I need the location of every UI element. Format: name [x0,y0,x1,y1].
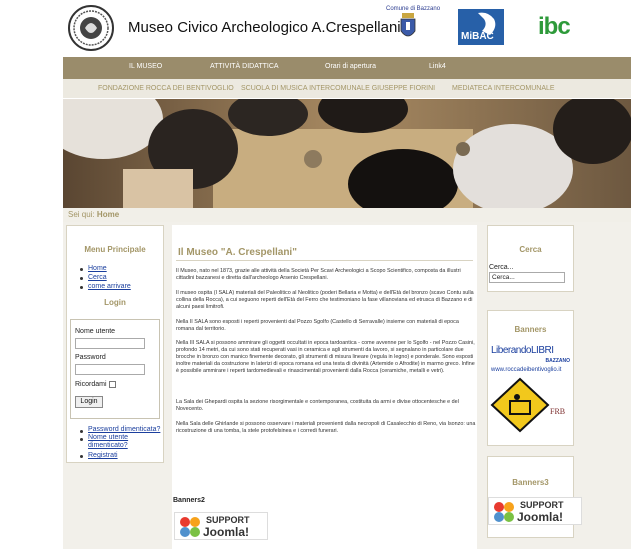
comune-label: Comune di Bazzano [386,6,441,12]
nav-scuola-musica[interactable]: SCUOLA DI MUSICA INTERCOMUNALE GIUSEPPE FIORINI [241,85,436,92]
bullet-icon [80,277,83,280]
paragraph-sala-2: Nella II SALA sono esposti i reperti provenienti dal Pozzo Sgolfo (Castello di Serravalle) insieme con materiali di epoca romana dal territorio. [176,319,459,332]
coat-of-arms-icon [398,12,418,42]
search-label: Cerca... [489,264,514,271]
site-header [0,0,640,56]
register-link[interactable]: Registrati [88,452,118,459]
password-field[interactable] [75,364,145,375]
paragraph-sala-ghirlande: Nella Sala delle Ghirlande si possono osservare i materiali provenienti dalla necropoli di Casalecchio di Reno, via Isonzo: una ricostruzione di una tomba, la stele protofelsinea e i corredi funerari. [176,421,476,434]
breadcrumb-home[interactable]: Home [96,210,120,219]
username-label: Nome utente [75,328,116,335]
rocca-url[interactable]: www.roccadeibentivoglio.it [491,367,562,373]
password-label: Password [75,354,106,361]
page-title: Il Museo "A. Crespellani" [178,247,297,258]
support-label: SUPPORT [520,500,564,510]
paragraph-sala-3: Nella III SALA si possono ammirare gli oggetti occultati in epoca tardoantica - come avvenne per lo Sgolfo - nel Pozzo Casini, profondo 14 metri, da cui sono stati recuperati vasi in ceramica e agli strumenti da lavoro, si segnalano in particolare due brocche in bronzo con manico finemente decorato, gli strumenti di misura lineare (regula in legno) e ponderale. Sono esposti inoltre materiali da costruzione in laterizi di epoca romana ed una testa di divinità (Artemide o Afrodite) in marmo greco. Infine è possibile ammirare i reperti tardomedievali e rinascimentali provenienti dalla Rocca (ceramiche, metalli e vetri). [176,340,475,374]
fbb-logo[interactable] [550,407,572,435]
left-sidebar [66,225,164,463]
login-title: Login [104,298,126,307]
children-workshop-photo [63,99,631,208]
menu-item-cerca[interactable]: Cerca [88,274,107,281]
bullet-icon [80,455,83,458]
forgot-password-link[interactable]: Password dimenticata? [88,426,161,433]
bullet-icon [80,286,83,289]
top-navigation [63,57,631,79]
forgot-username-link[interactable]: Nome utente dimenticato? [88,434,129,449]
breadcrumb-prefix: Sei qui: [68,210,95,219]
nav-link4[interactable]: Link4 [429,63,446,70]
joomla-label: Joomla! [517,510,564,524]
main-content [172,225,477,549]
liberando-label: LiberandoLIBRI [491,345,554,356]
liberando-libri-banner[interactable] [491,345,571,369]
bullet-icon [80,268,83,271]
username-field[interactable] [75,338,145,349]
search-input[interactable]: Cerca... [489,272,565,283]
banners3-title: Banners3 [512,478,549,487]
comune-logo[interactable] [386,6,441,48]
nav-fondazione-rocca[interactable]: FONDAZIONE ROCCA DEI BENTIVOGLIO [98,85,234,92]
nav-il-museo[interactable]: IL MUSEO [129,63,163,70]
paragraph-sala-ghepardi: La Sala dei Ghepardi ospita la sezione risorgimentale e contemporanea, costituita da armi e divise ottocentesche e del Novecento. [176,399,459,412]
ibc-label: ibc [538,13,570,40]
joomla-logo-icon [491,499,517,525]
paragraph-sala-1: Il museo ospita (I SALA) materiali del Paleolitico al Neolitico (poderi Bellaria e Motta) e dell'Età del bronzo (scavo Contu sulla collina della Rocca), a cui seguono reperti dell'Età del Ferro che testimoniano la fase villanoviana ed etrusca di Bazzano e di alcuni paesi limitrofi. [176,290,474,310]
banners-panel [487,310,574,446]
road-sign-reading-icon[interactable] [490,377,550,433]
header-photo [63,99,631,208]
remember-label: Ricordami [75,381,107,388]
joomla-label: Joomla! [203,525,250,539]
bazzano-label: BAZZANO [545,358,570,364]
menu-item-come-arrivare[interactable]: come arrivare [88,283,131,290]
nav-orari-apertura[interactable]: Orari di apertura [325,63,376,70]
fbb-label: FRB [550,407,566,416]
bullet-icon [80,430,83,433]
banners-title: Banners [514,325,547,334]
joomla-support-banner[interactable] [174,512,268,540]
secondary-navigation [63,79,631,98]
ibc-logo[interactable] [536,10,580,44]
title-divider [176,260,473,261]
login-form [70,319,160,419]
breadcrumb [63,208,631,222]
nav-attivita-didattica[interactable]: ATTIVITÀ DIDATTICA [210,63,279,70]
search-title: Cerca [519,245,542,254]
paragraph-intro: Il Museo, nato nel 1873, grazie alle attività della Società Per Scavi Archeologici a Scopo Scientifico, composta da illustri cittadini bazzanesi e diretta dall'archeologo Arsenio Crespellani. [176,268,461,281]
joomla-support-banner-right[interactable] [488,497,582,525]
museum-seal-logo [66,4,116,52]
menu-item-home[interactable]: Home [88,265,107,272]
joomla-logo-icon [177,514,203,540]
bullet-icon [80,438,83,441]
search-panel [487,225,574,292]
breadcrumb-text [68,210,119,219]
remember-checkbox[interactable] [109,381,116,388]
menu-title: Menu Principale [84,245,146,254]
nav-mediateca[interactable]: MEDIATECA INTERCOMUNALE [452,85,555,92]
support-label: SUPPORT [206,515,250,525]
mibac-label: MiBAC [461,31,494,42]
banners2-title: Banners2 [173,497,205,504]
banners3-panel [487,456,574,538]
site-title: Museo Civico Archeologico A.Crespellani [128,19,401,36]
mibac-logo[interactable] [458,9,504,45]
login-button[interactable]: Login [75,396,103,408]
